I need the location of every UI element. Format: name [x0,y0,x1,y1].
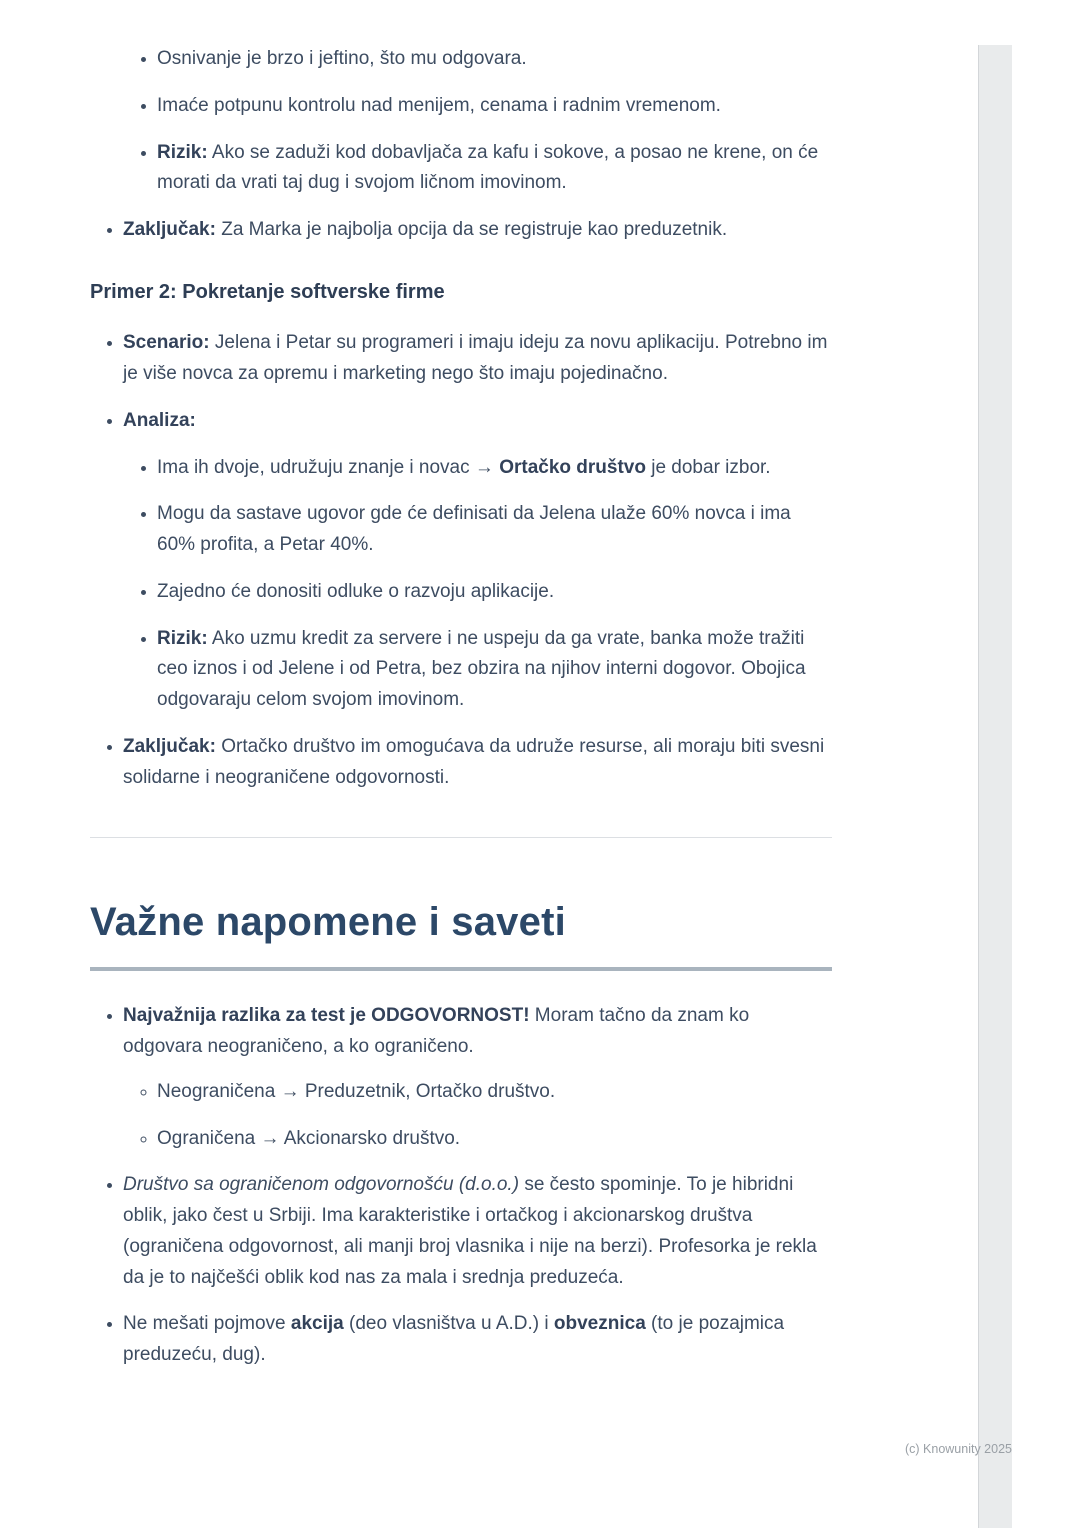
text-run: Neograničena → Preduzetnik, Ortačko društvo. [157,1080,556,1102]
text-run: je dobar izbor. [645,456,771,478]
text-run: (deo vlasništva u A.D.) i [343,1313,554,1335]
text-run: Ortačko društvo im omogućava da udruže resurse, ali moraju biti svesni solidarne i neograničene odgovornosti. [123,735,825,788]
copyright-credit: (c) Knowunity 2025 [904,1442,1012,1456]
conclusion-label: Zaključak: [123,735,216,757]
text-run: Imaće potpunu kontrolu nad menijem, cenama i radnim vremenom. [157,94,721,116]
responsibility-sub-list [123,1077,832,1155]
text-run: se često spominje. To je hibridni oblik, jako čest u Srbiji. Ima karakteristike i ortačkog i akcionarskog društva (ograničena odgovornost, ali manji broj vlasnika i nije na berzi). Profesorka je rekla da je to najčešći oblik kod nas za mala i srednja preduzeća. [123,1174,817,1288]
list-item [157,577,832,608]
list-item [157,1077,832,1108]
text-run: Ima ih dvoje, udružuju znanje i novac → [157,456,500,478]
notes-list [90,1001,832,1371]
text-run: Mogu da sastave ugovor gde će definisati da Jelena ulaže 60% novca i ima 60% profita, a Petar 40%. [157,503,791,556]
bold-term: Ortačko društvo [499,456,646,478]
example2-heading: Primer 2: Pokretanje softverske firme [90,280,445,303]
list-item [157,138,832,200]
list-item [123,1001,832,1154]
example1-conclusion-list [90,215,832,246]
bold-term: akcija [290,1313,344,1335]
document-content [90,0,832,1387]
analysis-sub-list [123,453,832,716]
text-run: Za Marka je najbolja opcija da se registruje kao preduzetnik. [215,219,728,241]
list-item [157,1124,832,1155]
example2-list [90,328,832,793]
text-run: Moram tačno da znam ko odgovara neograničeno, a ko ograničeno. [123,1005,750,1057]
list-item [123,328,832,390]
scenario-label: Scenario: [123,332,210,354]
example1-sub-list [90,44,832,199]
conclusion-label: Zaključak: [123,219,216,241]
text-run: Ne mešati pojmove [123,1313,291,1335]
section-title: Važne napomene i saveti [90,890,832,971]
list-item [157,624,832,716]
list-item [123,215,832,246]
analysis-label: Analiza: [123,409,196,431]
responsibility-label: Najvažnija razlika za test je ODGOVORNOST! [123,1005,530,1027]
text-run: (to je pozajmica preduzeću, dug). [123,1313,785,1366]
section-divider [90,837,832,838]
text-run: Ograničena → Akcionarsko društvo. [157,1127,461,1149]
list-item [157,91,832,122]
risk-label: Rizik: [157,627,208,649]
text-run: Ako se zaduži kod dobavljača za kafu i sokove, a posao ne krene, on će morati da vrati taj dug i svojom ličnom imovinom. [157,141,819,194]
list-item [123,732,832,794]
text-run: Osnivanje je brzo i jeftino, što mu odgovara. [157,48,527,69]
text-run: Zajedno će donositi odluke o razvoju aplikacije. [157,580,555,602]
bold-term: obveznica [553,1313,646,1335]
list-item [157,499,832,561]
text-run: Ako uzmu kredit za servere i ne uspeju da ga vrate, banka može tražiti ceo iznos i od Jelene i od Petra, bez obzira na njihov interni dogovor. Obojica odgovaraju celom svojom imovinom. [157,627,806,711]
list-item [123,1309,832,1371]
list-item [157,453,832,484]
text-run: Jelena i Petar su programeri i imaju ideju za novu aplikaciju. Potrebno im je više novca za opremu i marketing nego što imaju pojedinačno. [123,332,828,384]
italic-term: Društvo sa ograničenom odgovornošću (d.o.o.) [123,1174,520,1196]
list-item [157,44,832,75]
list-item [123,406,832,716]
risk-label: Rizik: [157,141,208,163]
scrollbar[interactable] [978,45,1012,1528]
list-item [123,1170,832,1293]
